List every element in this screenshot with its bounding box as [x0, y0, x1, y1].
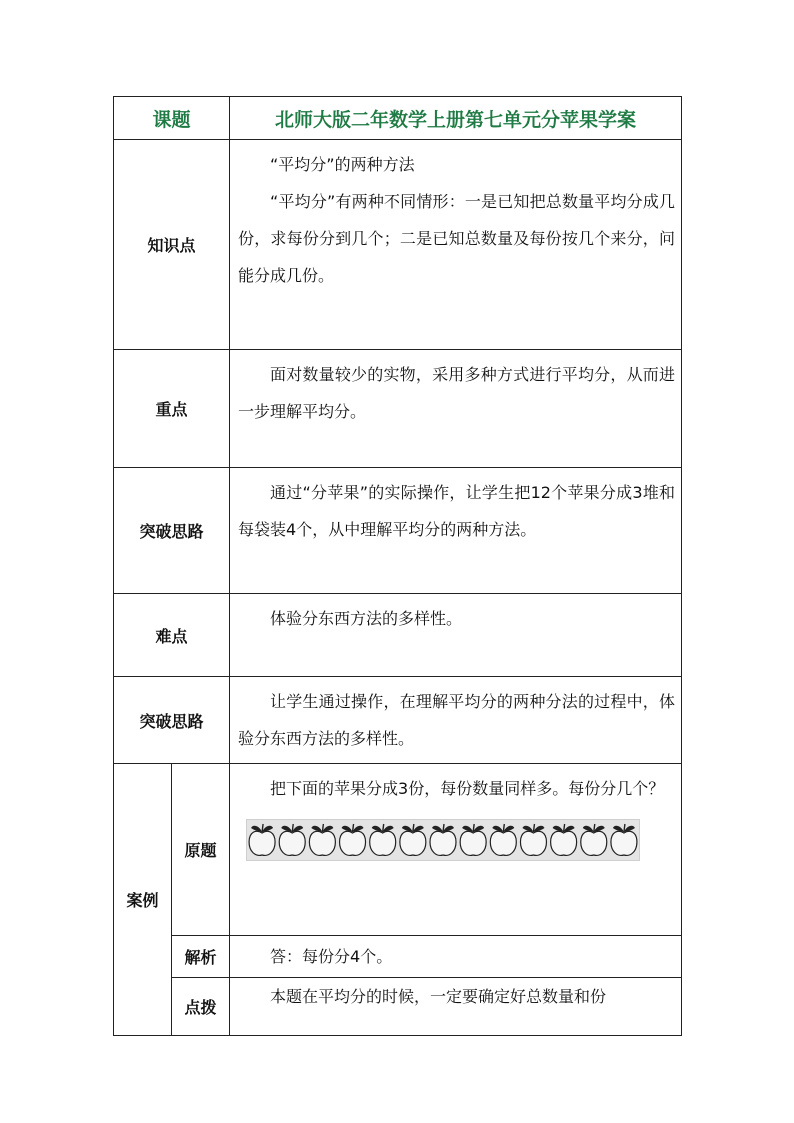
difficulty-row — [114, 594, 682, 677]
original-text: 把下面的苹果分成3份，每份数量同样多。每份分几个？ — [270, 779, 665, 798]
breakthrough2-content — [230, 677, 682, 764]
tip-label: 点拨 — [172, 978, 230, 1036]
breakthrough2-label: 突破思路 — [114, 677, 230, 764]
apple-icon — [370, 824, 396, 855]
apple-icon — [551, 824, 577, 855]
knowledge-heading: “平均分”的两种方法 — [270, 155, 415, 174]
breakthrough1-row — [114, 468, 682, 594]
difficulty-text: 体验分东西方法的多样性。 — [270, 609, 463, 628]
case-tip-row — [114, 978, 682, 1036]
apple-icon — [279, 824, 305, 855]
key-point-label: 重点 — [114, 350, 230, 468]
apple-icon — [460, 824, 486, 855]
breakthrough1-text: 通过“分苹果”的实际操作，让学生把12个苹果分成3堆和每袋装4个，从中理解平均分的两种方法。 — [238, 483, 676, 539]
key-point-row — [114, 350, 682, 468]
knowledge-content — [230, 140, 682, 350]
apple-icon — [611, 824, 637, 855]
apple-icon — [490, 824, 516, 855]
breakthrough2-text: 让学生通过操作，在理解平均分的两种分法的过程中，体验分东西方法的多样性。 — [238, 692, 676, 748]
apple-icon — [340, 824, 366, 855]
apple-icon — [581, 824, 607, 855]
lesson-plan-table — [113, 96, 682, 1036]
apple-picture — [246, 819, 640, 861]
apple-icon — [430, 824, 456, 855]
knowledge-label: 知识点 — [114, 140, 230, 350]
knowledge-text: “平均分”有两种不同情形：一是已知把总数量平均分成几份，求每份分到几个；二是已知总数量及每份按几个来分，问能分成几份。 — [238, 192, 676, 285]
analysis-content — [230, 936, 682, 978]
difficulty-label: 难点 — [114, 594, 230, 677]
original-content — [230, 764, 682, 936]
knowledge-row — [114, 140, 682, 350]
original-label: 原题 — [172, 764, 230, 936]
difficulty-content — [230, 594, 682, 677]
apple-icon — [520, 824, 546, 855]
case-label: 案例 — [114, 764, 172, 1036]
case-analysis-row — [114, 936, 682, 978]
breakthrough1-label: 突破思路 — [114, 468, 230, 594]
apple-icon — [400, 824, 426, 855]
case-original-row — [114, 764, 682, 936]
analysis-text: 答：每份分4个。 — [270, 946, 393, 966]
breakthrough2-row — [114, 677, 682, 764]
apple-icon — [309, 824, 335, 855]
tip-content — [230, 978, 682, 1036]
breakthrough1-content — [230, 468, 682, 594]
header-row — [114, 97, 682, 140]
tip-text: 本题在平均分的时候，一定要确定好总数量和份 — [270, 987, 607, 1006]
lesson-title: 北师大版二年数学上册第七单元分苹果学案 — [230, 97, 682, 140]
key-point-content — [230, 350, 682, 468]
apple-icon — [249, 824, 275, 855]
analysis-label: 解析 — [172, 936, 230, 978]
key-point-text: 面对数量较少的实物，采用多种方式进行平均分，从而进一步理解平均分。 — [238, 365, 676, 421]
header-label: 课题 — [114, 97, 230, 140]
